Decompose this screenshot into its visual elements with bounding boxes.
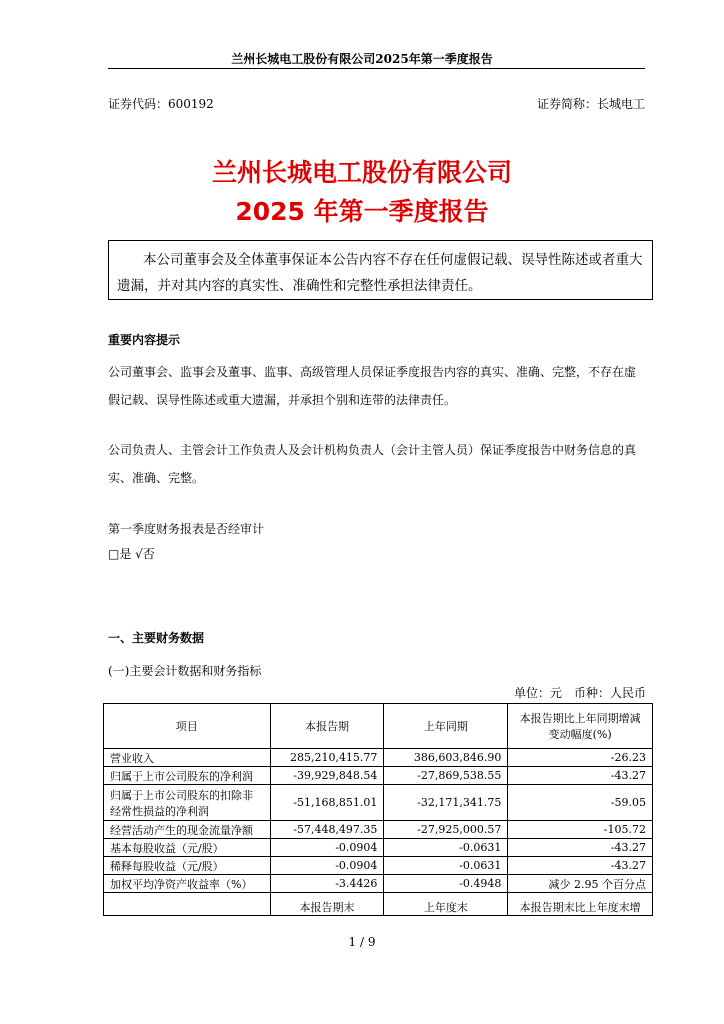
- row-prior: -0.0631: [384, 857, 508, 875]
- row-item: 营业收入: [104, 749, 271, 767]
- table-row: [104, 821, 653, 839]
- header-rule: [108, 68, 645, 69]
- unit-currency-line: 单位：元 币种：人民币: [513, 686, 646, 700]
- subheader-prior-year-end: 上年度末: [384, 893, 508, 916]
- col-header-item: 项目: [104, 704, 271, 749]
- row-current: -51,168,851.01: [270, 785, 384, 821]
- stock-info-line: [108, 95, 645, 112]
- row-current: -3.4426: [270, 875, 384, 893]
- report-title-company: 兰州长城电工股份有限公司: [211, 158, 512, 187]
- subheader-period-end: 本报告期末: [270, 893, 384, 916]
- running-header: 兰州长城电工股份有限公司2025年第一季度报告: [231, 52, 493, 66]
- important-para-2: 公司负责人、主管会计工作负责人及会计机构负责人（会计主管人员）保证季度报告中财务信息的真实、准确、完整。: [108, 443, 637, 485]
- row-current: 285,210,415.77: [270, 749, 384, 767]
- row-change: -105.72: [508, 821, 653, 839]
- important-heading: 重要内容提示: [108, 333, 181, 347]
- audit-question: 第一季度财务报表是否经审计: [108, 522, 265, 536]
- board-guarantee-notice: [108, 240, 653, 300]
- row-change: -26.23: [508, 749, 653, 767]
- row-change: -59.05: [508, 785, 653, 821]
- notice-text: 本公司董事会及全体董事保证本公告内容不存在任何虚假记载、误导性陈述或者重大遗漏，并对其内容的真实性、准确性和完整性承担法律责任。: [117, 252, 643, 294]
- table-row: [104, 857, 653, 875]
- row-prior: -32,171,341.75: [384, 785, 508, 821]
- row-current: -57,448,497.35: [270, 821, 384, 839]
- col-header-change: 本报告期比上年同期增减变动幅度(%): [508, 704, 653, 749]
- row-change: -43.27: [508, 767, 653, 785]
- financial-data-table: [103, 703, 653, 916]
- col-header-prior: 上年同期: [384, 704, 508, 749]
- row-item: 基本每股收益（元/股）: [104, 839, 271, 857]
- row-change: 减少 2.95 个百分点: [508, 875, 653, 893]
- page-number: 1 / 9: [348, 935, 376, 949]
- table-row: [104, 749, 653, 767]
- table-subheader-row: [104, 893, 653, 916]
- row-item: 稀释每股收益（元/股）: [104, 857, 271, 875]
- row-prior: -27,925,000.57: [384, 821, 508, 839]
- table-row: [104, 785, 653, 821]
- row-change: -43.27: [508, 839, 653, 857]
- row-item: 归属于上市公司股东的净利润: [104, 767, 271, 785]
- table-header-row: [104, 704, 653, 749]
- row-current: -0.0904: [270, 857, 384, 875]
- report-title-period: 2025 年第一季度报告: [235, 197, 489, 226]
- row-change: -43.27: [508, 857, 653, 875]
- row-prior: -27,869,538.55: [384, 767, 508, 785]
- row-current: -0.0904: [270, 839, 384, 857]
- row-prior: -0.0631: [384, 839, 508, 857]
- row-prior: 386,603,846.90: [384, 749, 508, 767]
- section1-subheading: (一)主要会计数据和财务指标: [108, 664, 262, 678]
- subheader-item: [104, 893, 271, 916]
- table-row: [104, 767, 653, 785]
- subheader-change: 本报告期末比上年度末增: [508, 893, 653, 916]
- section1-heading: 一、主要财务数据: [108, 631, 205, 645]
- col-header-current: 本报告期: [270, 704, 384, 749]
- row-current: -39,929,848.54: [270, 767, 384, 785]
- important-para-1: 公司董事会、监事会及董事、监事、高级管理人员保证季度报告内容的真实、准确、完整，不存在虚假记载、误导性陈述或重大遗漏，并承担个别和连带的法律责任。: [108, 365, 637, 407]
- row-item: 归属于上市公司股东的扣除非经常性损益的净利润: [104, 785, 271, 821]
- stock-abbreviation: 证券简称：长城电工: [536, 97, 645, 111]
- table-row: [104, 875, 653, 893]
- row-item: 经营活动产生的现金流量净额: [104, 821, 271, 839]
- row-item: 加权平均净资产收益率（%）: [104, 875, 271, 893]
- audit-answer: □是 √否: [108, 547, 155, 561]
- stock-code: 证券代码：600192: [108, 97, 214, 111]
- table-row: [104, 839, 653, 857]
- row-prior: -0.4948: [384, 875, 508, 893]
